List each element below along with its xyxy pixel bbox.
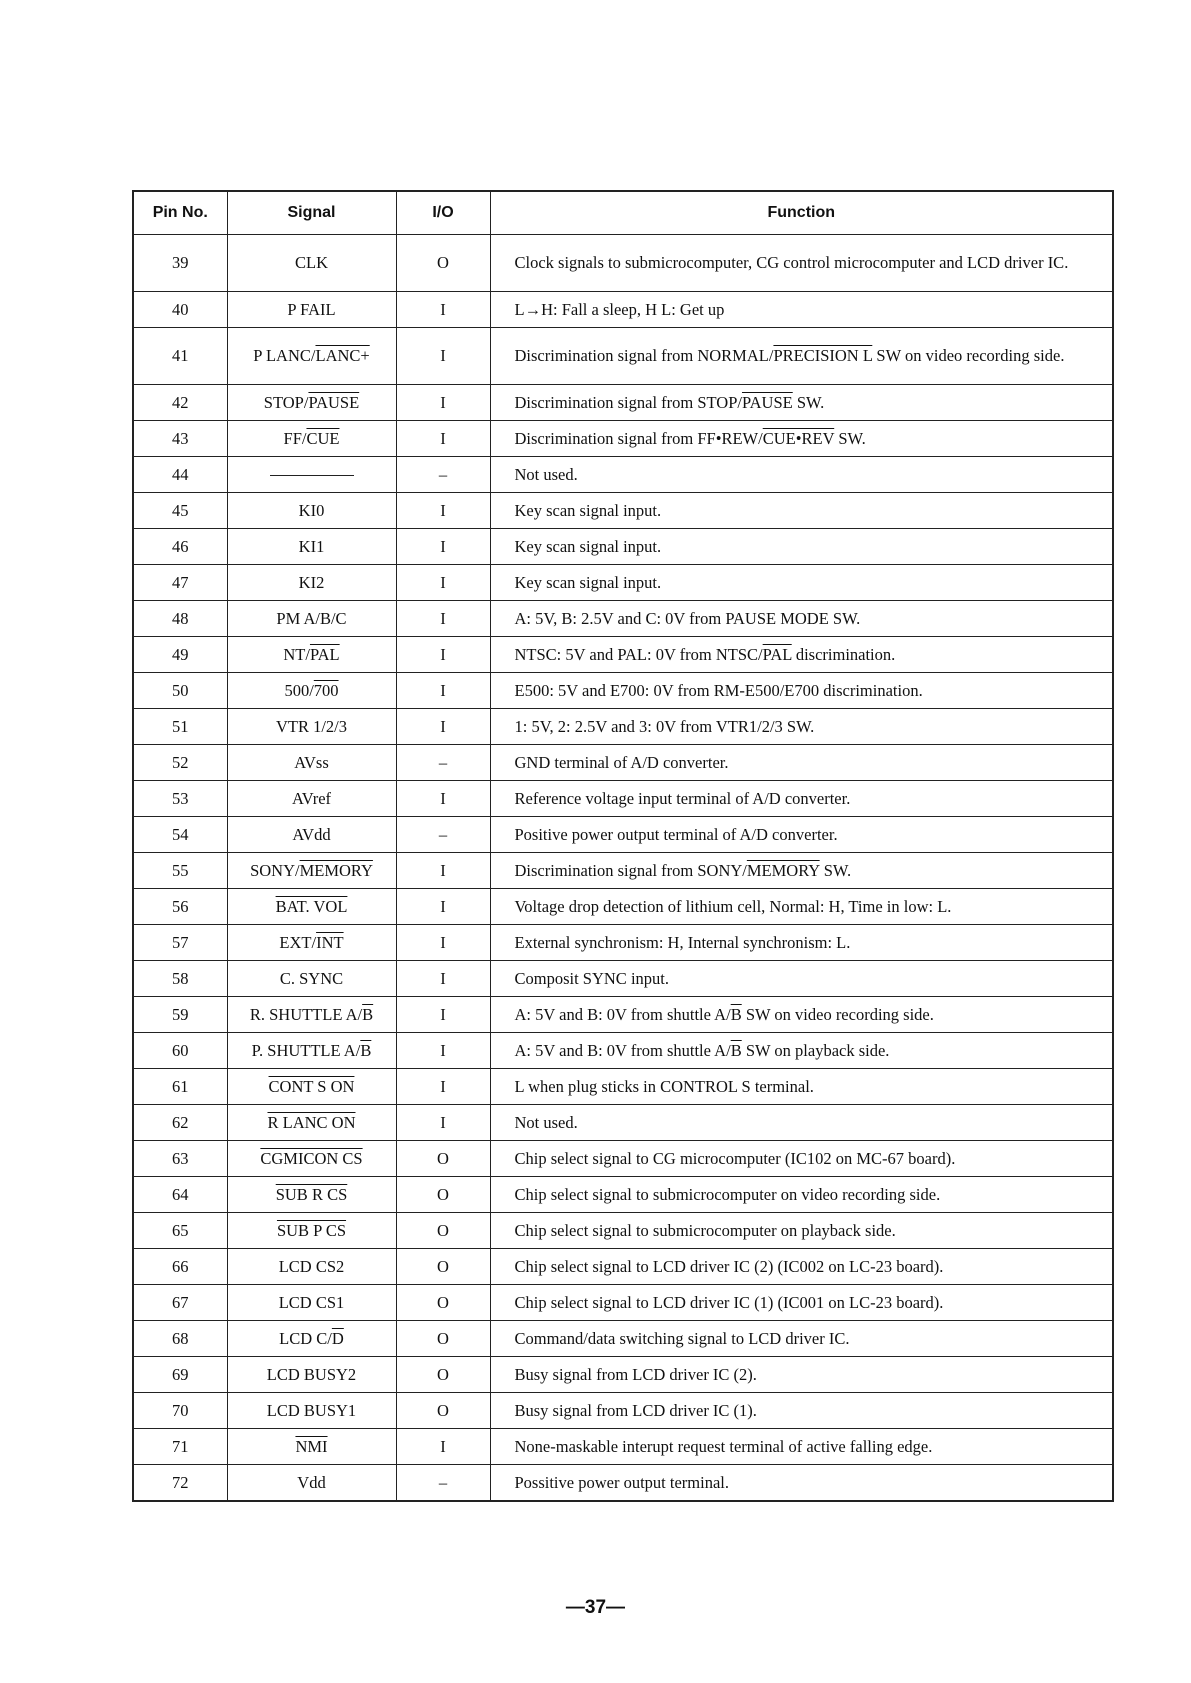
signal-text: LCD CS2 [278, 1256, 345, 1276]
table-row [133, 421, 1113, 457]
signal-overline-text: LANC+ [315, 346, 370, 365]
header-pin-no: Pin No. [133, 191, 227, 235]
signal-overline-text: SUB P CS [276, 1220, 347, 1240]
function-text: Chip select signal to LCD driver IC (2) (IC002 on LC-23 board). [514, 1256, 944, 1276]
pin-number-cell: 59 [133, 997, 227, 1033]
function-cell [490, 889, 1113, 925]
io-cell: I [396, 889, 490, 925]
function-cell [490, 1321, 1113, 1357]
function-text: Possitive power output terminal. [514, 1472, 729, 1492]
pin-number-cell: 56 [133, 889, 227, 925]
pin-number-cell: 60 [133, 1033, 227, 1069]
signal-text: P LANC/ [253, 346, 316, 365]
function-cell [490, 853, 1113, 889]
pin-number-cell: 61 [133, 1069, 227, 1105]
io-cell: I [396, 997, 490, 1033]
signal-text: SONY/ [250, 860, 300, 880]
signal-cell [227, 637, 396, 673]
function-text: NTSC: 5V and PAL: 0V from NTSC/ [514, 644, 763, 664]
function-text: SW on video recording side. [872, 346, 1065, 365]
signal-cell [227, 235, 396, 292]
function-text: discrimination. [791, 644, 896, 664]
table-row [133, 1321, 1113, 1357]
signal-text: P FAIL [287, 299, 336, 319]
function-cell [490, 1213, 1113, 1249]
table-row [133, 1141, 1113, 1177]
pin-number-cell: 40 [133, 292, 227, 328]
signal-text: Vdd [297, 1472, 326, 1492]
page-number: —37— [565, 1597, 626, 1618]
pin-number-cell: 42 [133, 385, 227, 421]
signal-overline-text: BAT. VOL [275, 896, 348, 916]
signal-cell [227, 925, 396, 961]
function-text: Voltage drop detection of lithium cell, Normal: H, Time in low: L. [514, 896, 952, 916]
signal-overline-text: CGMICON CS [260, 1148, 363, 1168]
pin-number-cell: 48 [133, 601, 227, 637]
function-text: SW on playback side. [741, 1040, 890, 1060]
pin-number-cell: 43 [133, 421, 227, 457]
io-cell: I [396, 673, 490, 709]
io-cell: O [396, 1285, 490, 1321]
function-text: Discrimination signal from FF•REW/ [514, 428, 763, 448]
signal-text: VTR 1/2/3 [275, 716, 348, 736]
io-cell: I [396, 961, 490, 997]
function-text: Chip select signal to LCD driver IC (1) (IC001 on LC-23 board). [514, 1292, 944, 1312]
signal-overline-text: $\overline{NMI}$ [295, 1436, 328, 1456]
pin-number-cell: 51 [133, 709, 227, 745]
function-cell [490, 997, 1113, 1033]
function-text: E500: 5V and E700: 0V from RM-E500/E700 discrimination. [514, 680, 923, 700]
table-row [133, 1069, 1113, 1105]
signal-cell [227, 889, 396, 925]
pin-number-cell: 55 [133, 853, 227, 889]
signal-cell [227, 1321, 396, 1357]
io-cell: I [396, 565, 490, 601]
signal-cell [227, 1393, 396, 1429]
signal-text: CLK [295, 253, 328, 272]
io-cell: I [396, 925, 490, 961]
signal-text: STOP/ [263, 392, 309, 412]
signal-cell [227, 709, 396, 745]
function-text: SW. [834, 428, 866, 448]
table-row [133, 925, 1113, 961]
function-text: SW. [819, 860, 852, 880]
signal-overline-text: $\overline{INT}$ [316, 932, 344, 952]
pin-number-cell: 52 [133, 745, 227, 781]
signal-cell [227, 1465, 396, 1502]
io-cell: – [396, 457, 490, 493]
io-cell: I [396, 781, 490, 817]
io-cell: I [396, 853, 490, 889]
function-cell [490, 925, 1113, 961]
signal-text: LCD BUSY2 [266, 1364, 357, 1384]
io-cell: I [396, 493, 490, 529]
signal-text: 500/ [284, 680, 314, 700]
table-row [133, 1249, 1113, 1285]
function-cell [490, 1033, 1113, 1069]
signal-text: P. SHUTTLE A/ [251, 1040, 361, 1060]
signal-cell [227, 1033, 396, 1069]
function-cell [490, 529, 1113, 565]
io-cell: I [396, 328, 490, 385]
pin-number-cell: 58 [133, 961, 227, 997]
pin-number-cell: 46 [133, 529, 227, 565]
signal-text: KI1 [298, 536, 325, 556]
io-cell: O [396, 1321, 490, 1357]
signal-text: AVdd [292, 824, 331, 844]
function-text: Chip select signal to submicrocomputer on playback side. [514, 1220, 896, 1240]
function-overline-text: PRECISION L [773, 346, 873, 365]
signal-cell [227, 457, 396, 493]
table-row [133, 565, 1113, 601]
function-cell [490, 385, 1113, 421]
pin-number-cell: 69 [133, 1357, 227, 1393]
signal-cell [227, 1105, 396, 1141]
signal-text: AVss [294, 752, 329, 772]
pin-number-cell: 41 [133, 328, 227, 385]
header-signal: Signal [227, 191, 396, 235]
signal-cell [227, 385, 396, 421]
signal-cell [227, 961, 396, 997]
signal-overline-text: 700 [313, 680, 339, 700]
io-cell: O [396, 1357, 490, 1393]
function-cell [490, 421, 1113, 457]
function-cell [490, 1393, 1113, 1429]
table-row [133, 1285, 1113, 1321]
table-row [133, 385, 1113, 421]
function-cell [490, 961, 1113, 997]
signal-cell [227, 853, 396, 889]
signal-cell [227, 493, 396, 529]
signal-text: KI0 [298, 500, 325, 520]
signal-text: PM A/B/C [276, 608, 347, 628]
function-text: SW on video recording side. [741, 1004, 934, 1024]
signal-cell [227, 673, 396, 709]
table-row [133, 745, 1113, 781]
signal-text: FF/ [283, 428, 307, 448]
function-cell [490, 709, 1113, 745]
signal-cell [227, 745, 396, 781]
signal-cell [227, 1141, 396, 1177]
pin-function-table [132, 190, 1114, 1502]
header-function: Function [490, 191, 1113, 235]
table-row [133, 961, 1113, 997]
function-text: Not used. [514, 464, 578, 484]
table-body [133, 235, 1113, 1502]
function-text: Discrimination signal from SONY/ [514, 860, 747, 880]
signal-cell [227, 1069, 396, 1105]
function-cell [490, 601, 1113, 637]
function-text: External synchronism: H, Internal synchronism: L. [514, 932, 851, 952]
function-text: Key scan signal input. [514, 536, 662, 556]
table-header [133, 191, 1113, 235]
function-cell [490, 457, 1113, 493]
signal-overline-text: R LANC ON [267, 1112, 356, 1132]
signal-cell [227, 565, 396, 601]
function-text: Chip select signal to CG microcomputer (IC102 on MC-67 board). [514, 1148, 956, 1168]
table-row [133, 601, 1113, 637]
io-cell: O [396, 1249, 490, 1285]
signal-overline-text: $\overline{B}$ [360, 1040, 372, 1060]
table-row [133, 997, 1113, 1033]
function-text: SW. [792, 392, 825, 412]
table-row [133, 817, 1113, 853]
pin-number-cell: 63 [133, 1141, 227, 1177]
signal-overline-text: PAUSE [308, 392, 360, 412]
function-cell [490, 745, 1113, 781]
function-cell [490, 1105, 1113, 1141]
function-text: A: 5V and B: 0V from shuttle A/ [514, 1004, 731, 1024]
io-cell: I [396, 637, 490, 673]
function-overline-text: CUE•REV [762, 428, 835, 448]
function-text: GND terminal of A/D converter. [514, 752, 729, 772]
pin-number-cell: 66 [133, 1249, 227, 1285]
signal-cell [227, 1213, 396, 1249]
function-text: L when plug sticks in CONTROL S terminal. [514, 1076, 814, 1096]
signal-overline-text: $\overline{PAL}$ [309, 644, 340, 664]
pin-number-cell: 39 [133, 235, 227, 292]
io-cell: O [396, 1141, 490, 1177]
pin-number-cell: 71 [133, 1429, 227, 1465]
signal-text: LCD BUSY1 [266, 1400, 357, 1420]
signal-text: R. SHUTTLE A/ [249, 1004, 363, 1024]
io-cell: O [396, 235, 490, 292]
function-cell [490, 235, 1113, 292]
io-cell: I [396, 385, 490, 421]
table-row [133, 1105, 1113, 1141]
function-text: Not used. [514, 1112, 578, 1132]
function-cell [490, 565, 1113, 601]
table-row [133, 709, 1113, 745]
pin-number-cell: 49 [133, 637, 227, 673]
signal-text: LCD C/ [279, 1328, 332, 1348]
signal-text: KI2 [298, 572, 325, 592]
signal-overline-text: $\overline{CUE}$ [306, 428, 340, 448]
signal-text: AVref [291, 788, 332, 808]
header-row [133, 191, 1113, 235]
signal-overline-text: $\overline{D}$ [331, 1328, 344, 1348]
io-cell: – [396, 1465, 490, 1502]
table-row [133, 1177, 1113, 1213]
table-row [133, 781, 1113, 817]
signal-cell [227, 1249, 396, 1285]
function-cell [490, 1429, 1113, 1465]
io-cell: O [396, 1393, 490, 1429]
signal-cell [227, 781, 396, 817]
table-row [133, 529, 1113, 565]
function-cell [490, 1285, 1113, 1321]
signal-cell [227, 817, 396, 853]
function-text: A: 5V, B: 2.5V and C: 0V from PAUSE MODE SW. [514, 608, 861, 628]
table-row [133, 853, 1113, 889]
table-row [133, 457, 1113, 493]
pin-number-cell: 47 [133, 565, 227, 601]
signal-dash [270, 475, 354, 476]
function-overline-text: $\overline{PAL}$ [762, 644, 792, 664]
signal-cell [227, 1177, 396, 1213]
pin-number-cell: 54 [133, 817, 227, 853]
signal-overline-text: MEMORY [299, 860, 373, 880]
function-cell [490, 493, 1113, 529]
table-row [133, 1465, 1113, 1502]
function-cell [490, 637, 1113, 673]
pin-number-cell: 64 [133, 1177, 227, 1213]
table-row [133, 889, 1113, 925]
pin-number-cell: 70 [133, 1393, 227, 1429]
pin-number-cell: 72 [133, 1465, 227, 1502]
io-cell: I [396, 1069, 490, 1105]
io-cell: O [396, 1213, 490, 1249]
pin-number-cell: 44 [133, 457, 227, 493]
table-row [133, 637, 1113, 673]
table-row [133, 292, 1113, 328]
pin-number-cell: 45 [133, 493, 227, 529]
signal-cell [227, 1357, 396, 1393]
signal-cell [227, 328, 396, 385]
io-cell: I [396, 529, 490, 565]
signal-cell [227, 997, 396, 1033]
table-row [133, 328, 1113, 385]
function-text: A: 5V and B: 0V from shuttle A/ [514, 1040, 731, 1060]
pin-number-cell: 67 [133, 1285, 227, 1321]
io-cell: I [396, 1429, 490, 1465]
io-cell: I [396, 1033, 490, 1069]
function-text: Discrimination signal from STOP/ [514, 392, 742, 412]
function-cell [490, 781, 1113, 817]
function-text: Discrimination signal from NORMAL/ [514, 346, 774, 365]
signal-cell [227, 1285, 396, 1321]
table-row [133, 673, 1113, 709]
function-cell [490, 673, 1113, 709]
function-cell [490, 1069, 1113, 1105]
function-text: Reference voltage input terminal of A/D converter. [514, 788, 851, 808]
pin-number-cell: 62 [133, 1105, 227, 1141]
pin-number-cell: 57 [133, 925, 227, 961]
io-cell: I [396, 1105, 490, 1141]
signal-cell [227, 529, 396, 565]
signal-cell [227, 292, 396, 328]
function-text: Key scan signal input. [514, 500, 662, 520]
function-cell [490, 1141, 1113, 1177]
function-text: Busy signal from LCD driver IC (1). [514, 1400, 757, 1420]
io-cell: O [396, 1177, 490, 1213]
table-row [133, 1393, 1113, 1429]
function-text: Command/data switching signal to LCD driver IC. [514, 1328, 850, 1348]
table-row [133, 1213, 1113, 1249]
signal-text: LCD CS1 [278, 1292, 345, 1312]
function-text: 1: 5V, 2: 2.5V and 3: 0V from VTR1/2/3 SW. [514, 716, 815, 736]
io-cell: I [396, 709, 490, 745]
io-cell: I [396, 292, 490, 328]
pin-number-cell: 50 [133, 673, 227, 709]
function-overline-text: $\overline{B}$ [730, 1004, 742, 1024]
function-text: Key scan signal input. [514, 572, 662, 592]
signal-cell [227, 601, 396, 637]
signal-text: EXT/ [279, 932, 317, 952]
io-cell: I [396, 421, 490, 457]
function-overline-text: $\overline{B}$ [730, 1040, 742, 1060]
function-text: None-maskable interupt request terminal of active falling edge. [514, 1436, 933, 1456]
table-row [133, 1033, 1113, 1069]
function-cell [490, 1177, 1113, 1213]
function-text: Busy signal from LCD driver IC (2). [514, 1364, 757, 1384]
signal-cell [227, 421, 396, 457]
signal-overline-text: CONT S ON [268, 1076, 355, 1096]
header-io: I/O [396, 191, 490, 235]
io-cell: – [396, 817, 490, 853]
function-overline-text: PAUSE [741, 392, 793, 412]
table-row [133, 1429, 1113, 1465]
table-row [133, 235, 1113, 292]
function-text: Chip select signal to submicrocomputer on video recording side. [514, 1184, 941, 1204]
function-cell [490, 1465, 1113, 1502]
function-cell [490, 292, 1113, 328]
signal-cell [227, 1429, 396, 1465]
table-row [133, 493, 1113, 529]
function-overline-text: MEMORY [746, 860, 820, 880]
signal-text: C. SYNC [279, 968, 344, 988]
pin-number-cell: 65 [133, 1213, 227, 1249]
io-cell: – [396, 745, 490, 781]
table-row [133, 1357, 1113, 1393]
function-cell [490, 1357, 1113, 1393]
function-text: Positive power output terminal of A/D converter. [514, 824, 838, 844]
pin-number-cell: 68 [133, 1321, 227, 1357]
signal-overline-text: SUB R CS [275, 1184, 348, 1204]
function-cell [490, 1249, 1113, 1285]
function-text: L→H: Fall a sleep, H L: Get up [514, 299, 725, 319]
io-cell: I [396, 601, 490, 637]
signal-overline-text: $\overline{B}$ [362, 1004, 374, 1024]
pin-number-cell: 53 [133, 781, 227, 817]
function-cell [490, 328, 1113, 385]
function-cell [490, 817, 1113, 853]
signal-text: NT/ [283, 644, 310, 664]
function-text: Clock signals to submicrocomputer, CG control microcomputer and LCD driver IC. [514, 253, 1069, 272]
function-text: Composit SYNC input. [514, 968, 669, 988]
